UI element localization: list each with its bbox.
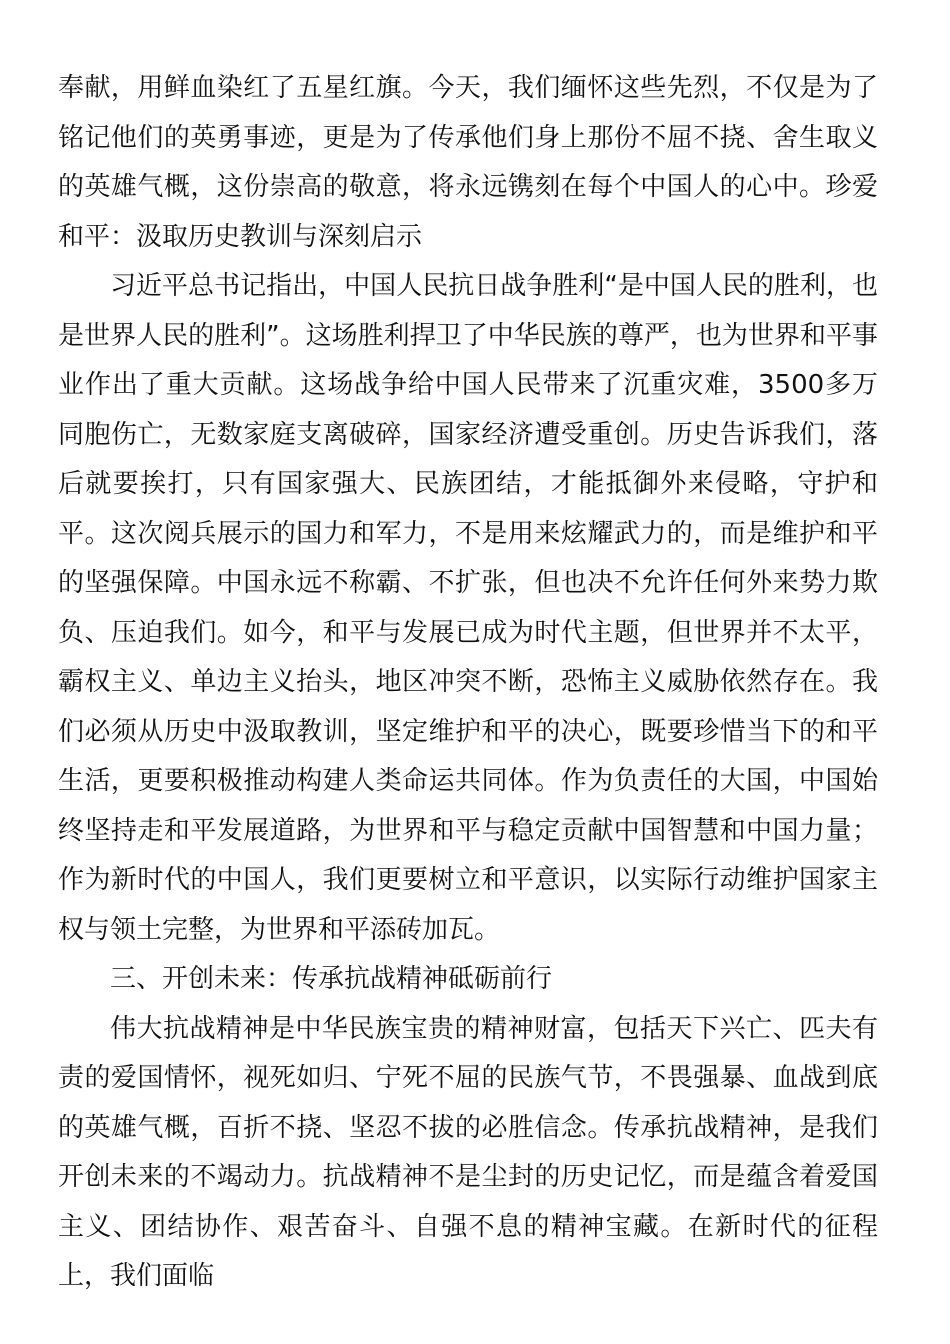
paragraph-peace-lessons: 习近平总书记指出，中国人民抗日战争胜利“是中国人民的胜利，也是世界人民的胜利”。这场胜利捍卫了中华民族的尊严，也为世界和平事业作出了重大贡献。这场战争给中国人民带来了沉重灾难，3500多万同胞伤亡，无数家庭支离破碎，国家经济遭受重创。历史告诉我们，落后就要挨打，只有国家强大、民族团结，才能抵御外来侵略，守护和平。这次阅兵展示的国力和军力，不是用来炫耀武力的，而是维护和平的坚强保障。中国永远不称霸、不扩张，但也决不允许任何外来势力欺负、压迫我们。如今，和平与发展已成为时代主题，但世界并不太平，霸权主义、单边主义抬头，地区冲突不断，恐怖主义威胁依然存在。我们必须从历史中汲取教训，坚定维护和平的决心，既要珍惜当下的和平生活，更要积极推动构建人类命运共同体。作为负责任的大国，中国始终坚持走和平发展道路，为世界和平与稳定贡献中国智慧和中国力量；作为新时代的中国人，我们更要树立和平意识，以实际行动维护国家主权与领土完整，为世界和平添砖加瓦。 [58,271,878,945]
paragraph-war-spirit: 伟大抗战精神是中华民族宝贵的精神财富，包括天下兴亡、匹夫有责的爱国情怀，视死如归、宁死不屈的民族气节，不畏强暴、血战到底的英雄气概，百折不挠、坚忍不拔的必胜信念。传承抗战精神，是我们开创未来的不竭动力。抗战精神不是尘封的历史记忆，而是蕴含着爱国主义、团结协作、艰苦奋斗、自强不息的精神宝藏。在新时代的征程上，我们面临 [58,1013,878,1291]
paragraph-continuation: 奉献，用鲜血染红了五星红旗。今天，我们缅怀这些先烈，不仅是为了铭记他们的英勇事迹，更是为了传承他们身上那份不屈不挠、舍生取义的英雄气概，这份崇高的敬意，将永远镌刻在每个中国人的心中。珍爱和平：汲取历史教训与深刻启示 [58,73,878,252]
section-heading-three: 三、开创未来：传承抗战精神砥砺前行 [110,964,553,994]
document-page [58,64,878,1302]
